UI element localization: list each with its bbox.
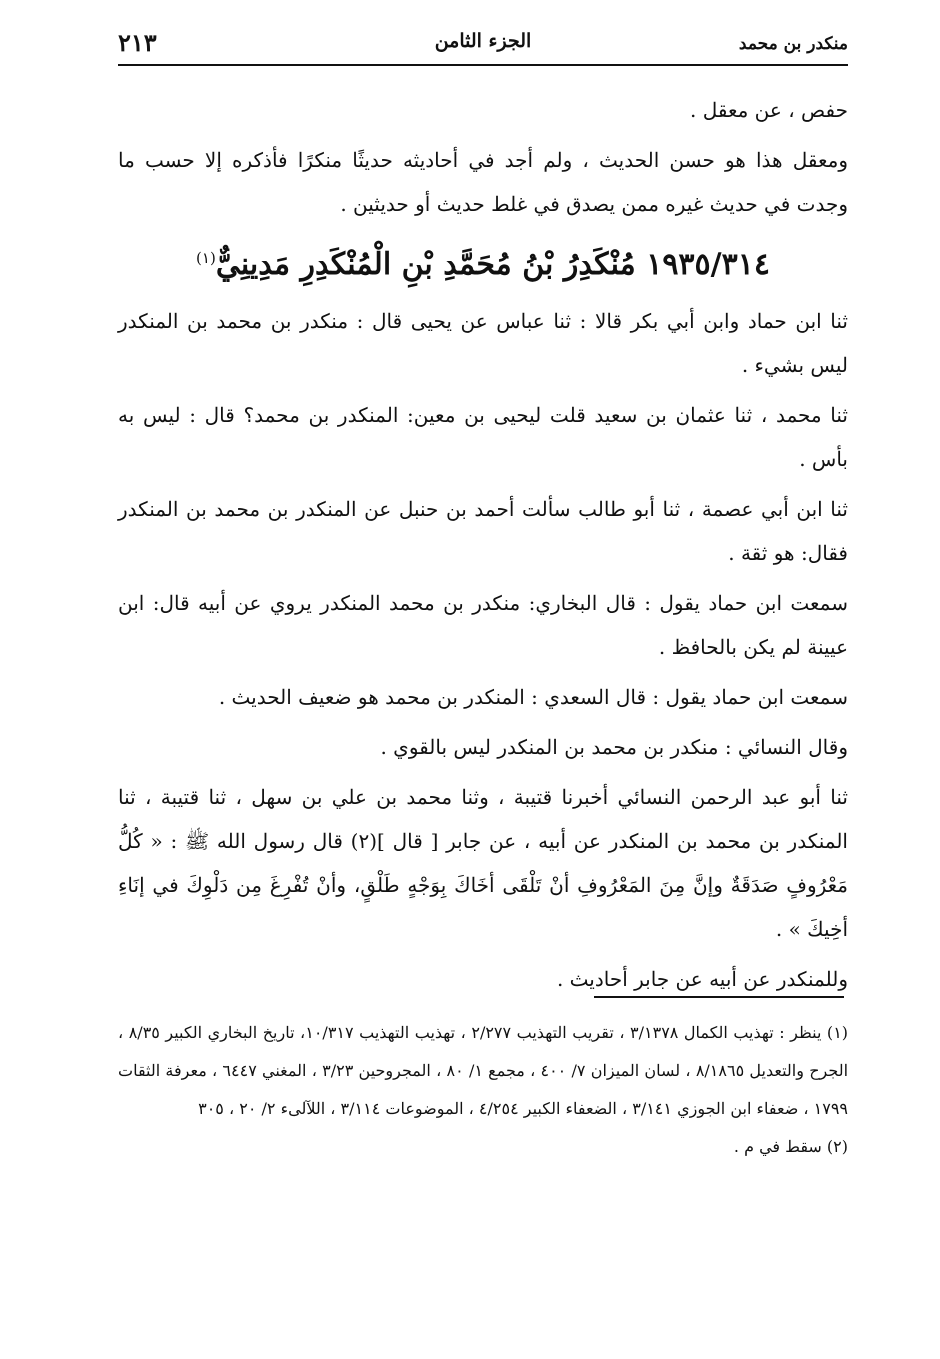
paragraph: ثنا ابن أبي عصمة ، ثنا أبو طالب سألت أحمد بن حنبل عن المنكدر بن محمد بن المنكدر فقال: هو ثقة . <box>118 497 848 565</box>
volume-label: الجزء الثامن <box>434 30 532 52</box>
paragraph: ومعقل هذا هو حسن الحديث ، ولم أجد في أحاديثه حديثًا منكرًا فأذكره إلا حسب ما وجدت في حديث غيره ممن يصدق في غلط حديث أو حديثين . <box>118 148 848 216</box>
page-number: ٢١٣ <box>118 28 157 57</box>
page-header <box>118 22 848 66</box>
paragraph: ثنا أبو عبد الرحمن النسائي أخبرنا قتيبة ، وثنا محمد بن علي بن سهل ، ثنا قتيبة ، ثنا المنكدر بن محمد بن المنكدر عن أبيه ، عن جابر [ قال ](٢) قال رسول الله ﷺ : « كُلُّ مَعْرُوفٍ صَدَقَةٌ وإنَّ مِنَ المَعْرُوفِ أنْ تَلْقَى أخَاكَ بِوَجْهٍ طَلْقٍ، وأنْ تُفْرِغَ مِن دَلْوِكَ في إنَاءِ أخِيكَ » . <box>118 785 848 941</box>
paragraph: وقال النسائي : منكدر بن محمد بن المنكدر ليس بالقوي . <box>380 735 848 759</box>
paragraph: سمعت ابن حماد يقول : قال البخاري: منكدر بن محمد المنكدر يروي عن أبيه قال: ابن عيينة لم يكن بالحافظ . <box>118 591 848 659</box>
paragraph: حفص ، عن معقل . <box>689 98 848 122</box>
footnotes <box>118 1014 848 1166</box>
paragraph: ثنا ابن حماد وابن أبي بكر قالا : ثنا عباس عن يحيى قال : منكدر بن محمد بن المنكدر ليس بشيء . <box>118 309 848 377</box>
running-title: منكدر بن محمد <box>738 34 848 54</box>
paragraph: ثنا محمد ، ثنا عثمان بن سعيد قلت ليحيى بن معين: المنكدر بن محمد؟ قال : ليس به بأس . <box>118 403 848 471</box>
footnote-marker: (١) <box>196 249 216 267</box>
footnote: (١) ينظر : تهذيب الكمال ٣/١٣٧٨ ، تقريب التهذيب ٢/٢٧٧ ، تهذيب التهذيب ١٠/٣١٧، تاريخ البخاري الكبير ٨/٣٥ ، الجرح والتعديل ٨/١٨٦٥ ، لسان الميزان ٧/ ٤٠٠ ، مجمع ١/ ٨٠ ، المجروحين ٣/٢٣ ، المغني ٦٤٤٧ ، معرفة الثقات ١٧٩٩ ، ضعفاء ابن الجوزي ٣/١٤١ ، الضعفاء الكبير ٤/٢٥٤ ، الموضوعات ٣/١١٤ ، اللآلىء ٢/ ٢٠ ، ٣٠٥ <box>118 1023 849 1118</box>
main-text <box>118 88 848 1007</box>
paragraph: سمعت ابن حماد يقول : قال السعدي : المنكدر بن محمد هو ضعيف الحديث . <box>218 685 848 709</box>
footnote: (٢) سقط في م . <box>733 1137 848 1156</box>
entry-title <box>118 232 848 291</box>
paragraph: وللمنكدر عن أبيه عن جابر أحاديث . <box>556 967 848 991</box>
entry-title-text: ١٩٣٥/٣١٤ مُنْكَدِرُ بْنُ مُحَمَّدِ بْنِ الْمُنْكَدِرِ مَدِينِيٌّ <box>215 247 770 282</box>
header-rule <box>118 64 848 66</box>
footnote-rule <box>594 996 844 998</box>
